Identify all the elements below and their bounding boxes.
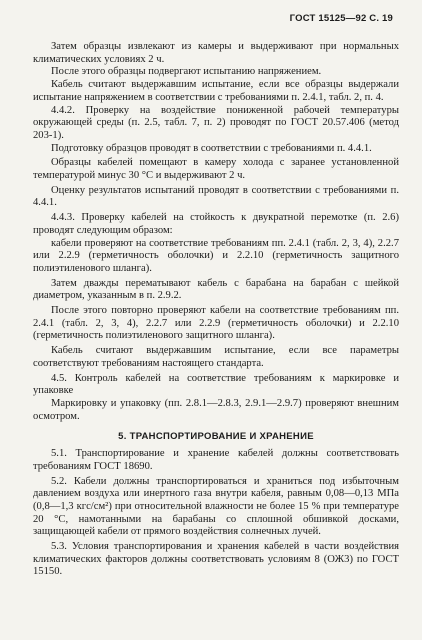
paragraph: 5.2. Кабели должны транспортироваться и храниться под избыточным давлением воздуха или инертного газа внутри кабеля, равным 0,08—0,13 МПа (0,8—1,3 кгс/см²) при относительной влажности не более 15 % при температуре 20 °C, намотанными на барабаны со сплошной обшивкой досками, защищающей кабели от прямого воздействия солнечных лучей. bbox=[33, 475, 399, 538]
paragraph: 5.1. Транспортирование и хранение кабелей должны соответствовать требованиям ГОСТ 18690. bbox=[33, 448, 399, 472]
paragraph: Кабель считают выдержавшим испытание, если все образцы выдержали испытание напряжением в соответствии с требованиями п. 2.4.1, табл. 2, п. 4. bbox=[33, 79, 399, 103]
running-header: ГОСТ 15125—92 С. 19 bbox=[289, 13, 393, 24]
paragraph: Затем образцы извлекают из камеры и выдерживают при нормальных климатических условиях 2 ч. bbox=[33, 41, 399, 65]
document-body bbox=[33, 41, 399, 579]
paragraph: Подготовку образцов проводят в соответствии с требованиями п. 4.4.1. bbox=[51, 142, 372, 154]
paragraph: Затем дважды перематывают кабель с барабана на барабан с шейкой диаметром, указанным в п. 2.9.2. bbox=[33, 277, 399, 302]
paragraph: кабели проверяют на соответствие требованиям пп. 2.4.1 (табл. 2, 3, 4), 2.2.7 или 2.2.9 (герметичность оболочки) и 2.2.10 (герметичность защитного полиэтиленового шланга). bbox=[33, 237, 399, 274]
paragraph: 5.3. Условия транспортирования и хранения кабелей в части воздействия климатических факторов должны соответствовать условиям 8 (ОЖ3) по ГОСТ 15150. bbox=[33, 541, 399, 578]
paragraph: Кабель считают выдержавшим испытание, если все параметры соответствуют требованиям настоящего стандарта. bbox=[33, 345, 399, 369]
paragraph: Оценку результатов испытаний проводят в соответствии с требованиями п. 4.4.1. bbox=[33, 184, 399, 209]
paragraph-heading: 4.5. Контроль кабелей на соответствие требованиям к маркировке и упаковке bbox=[33, 372, 399, 397]
paragraph: 4.4.3. Проверку кабелей на стойкость к двукратной перемотке (п. 2.6) проводят следующим образом: bbox=[33, 212, 399, 236]
paragraph: После этого повторно проверяют кабели на соответствие требованиям пп. 2.4.1 (табл. 2, 3, 4), 2.2.7 или 2.2.9 (герметичность оболочки) и 2.2.10 (герметичность полиэтиленового защитного шланга). bbox=[33, 305, 399, 342]
paragraph: Маркировку и упаковку (пп. 2.8.1—2.8.3, 2.9.1—2.9.7) проверяют внешним осмотром. bbox=[33, 397, 399, 422]
paragraph: После этого образцы подвергают испытанию напряжением. bbox=[51, 66, 322, 78]
section-heading: 5. ТРАНСПОРТИРОВАНИЕ И ХРАНЕНИЕ bbox=[118, 431, 314, 443]
paragraph: Образцы кабелей помещают в камеру холода с заранее установленной температурой минус 30 °C и выдерживают 2 ч. bbox=[33, 157, 399, 182]
paragraph: 4.4.2. Проверку на воздействие пониженной рабочей температуры окружающей среды (п. 2.5, табл. 7, п. 2) проводят по ГОСТ 20.57.406 (метод 203-1). bbox=[33, 104, 399, 141]
